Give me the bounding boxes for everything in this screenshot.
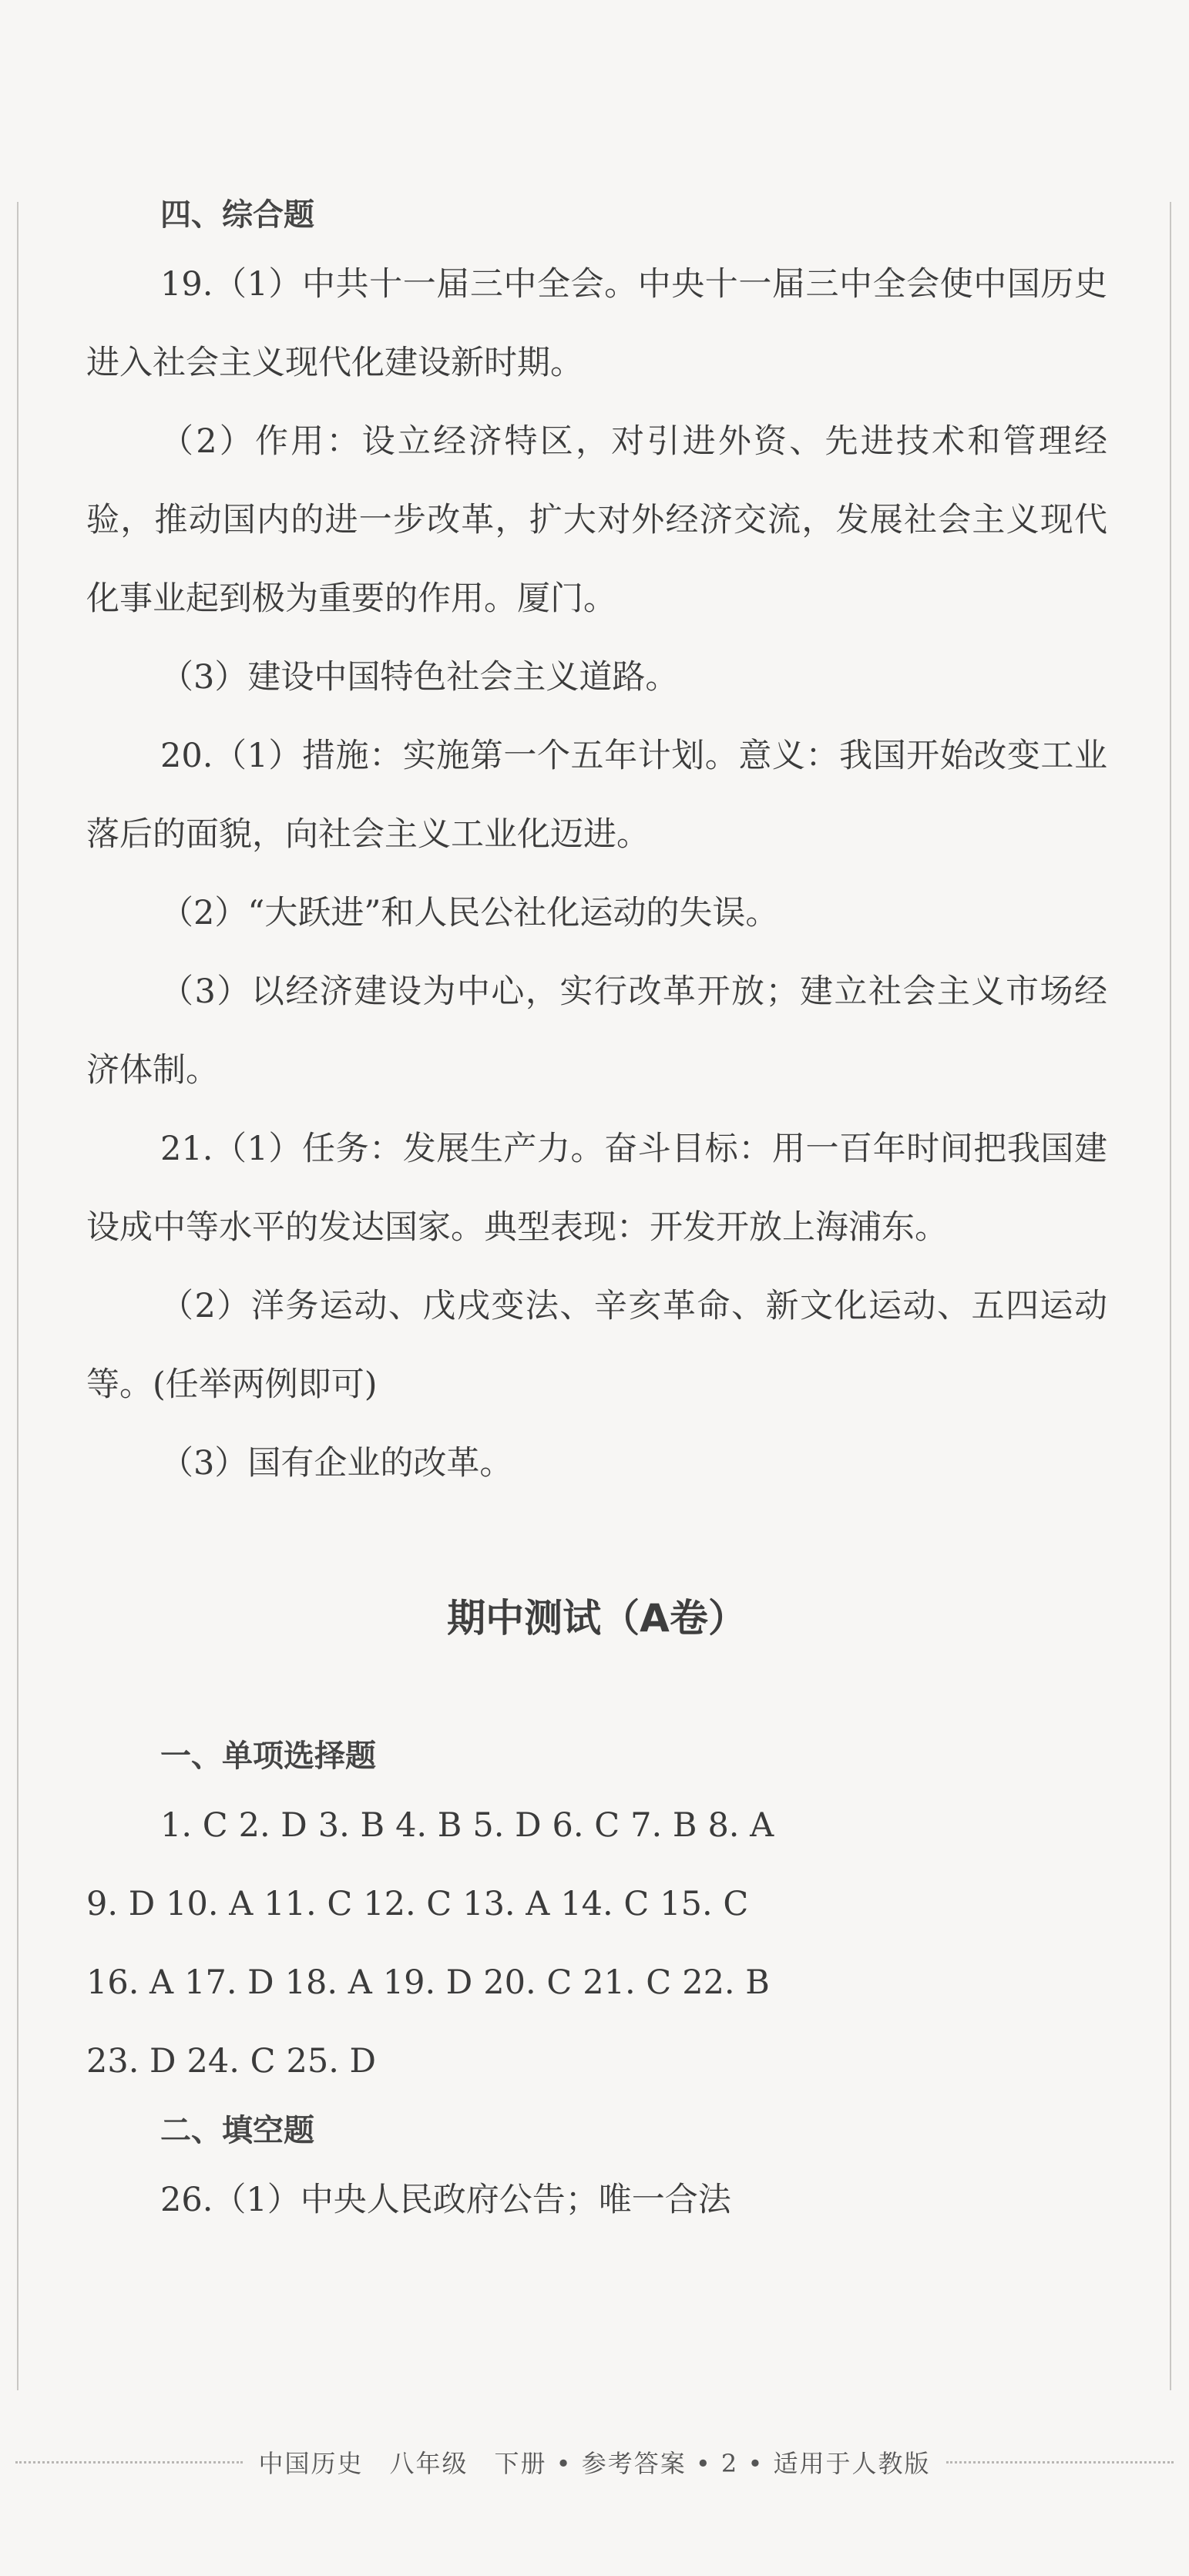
answer-item: 16. A: [86, 1963, 174, 2002]
footer-dotted-rule-right: [946, 2461, 1174, 2463]
right-margin-rule: [1170, 202, 1171, 2390]
answer-row: [86, 1865, 1107, 1943]
answer-item: 10. A: [166, 1885, 254, 1923]
answer-item: 15. C: [660, 1885, 749, 1923]
answer-paragraph: 26.（1）中央人民政府公告；唯一合法: [160, 2181, 731, 2219]
section-heading-fill-blank: 二、填空题: [160, 2113, 314, 2148]
answer-item: 19. D: [382, 1963, 473, 2002]
answer-item: 17. D: [184, 1963, 274, 2002]
answer-item: 25. D: [286, 2042, 377, 2081]
fill-blank-answers: [86, 2161, 1107, 2239]
answer-item: 8. A: [707, 1806, 774, 1845]
answer-paragraph: （3）建设中国特色社会主义道路。: [160, 658, 679, 697]
answer-paragraph: 20.（1）措施：实施第一个五年计划。意义：我国开始改变工业落后的面貌，向社会主义工业化迈进。: [86, 737, 1107, 854]
answer-item: 14. C: [560, 1885, 650, 1923]
answer-item: 4. B: [395, 1806, 462, 1845]
answer-item: 7. B: [630, 1806, 697, 1845]
answer-paragraph: （3）国有企业的改革。: [160, 1444, 513, 1483]
footer-text: 中国历史 八年级 下册 • 参考答案 • 2 • 适用于人教版: [258, 2449, 931, 2478]
answer-item: 2. D: [238, 1806, 307, 1845]
answer-item: 22. B: [682, 1963, 770, 2002]
answer-item: 9. D: [86, 1885, 156, 1923]
answer-item: 11. C: [264, 1885, 353, 1923]
answer-item: 20. C: [483, 1963, 573, 2002]
comprehensive-answers: [86, 245, 1107, 1503]
footer-dotted-rule-left: [15, 2461, 243, 2463]
answer-item: 18. A: [284, 1963, 372, 2002]
answer-paragraph: （2）“大跃进”和人民公社化运动的失误。: [160, 894, 779, 932]
midterm-title: 期中测试（A卷）: [447, 1596, 747, 1641]
answer-paragraph: 19.（1）中共十一届三中全会。中央十一届三中全会使中国历史进入社会主义现代化建设新时期。: [86, 265, 1107, 382]
section-heading-comprehensive: 四、综合题: [160, 197, 314, 233]
answer-item: 3. B: [317, 1806, 385, 1845]
answer-row: [86, 1943, 1107, 2022]
answer-item: 6. C: [552, 1806, 620, 1845]
answer-item: 12. C: [363, 1885, 452, 1923]
section-heading-multiple-choice: 一、单项选择题: [160, 1738, 376, 1774]
answer-item: 24. C: [186, 2042, 276, 2081]
page-content: [86, 185, 1107, 2239]
multiple-choice-answers: [86, 1786, 1107, 2101]
page-footer: [0, 2439, 1189, 2485]
answer-item: 13. A: [462, 1885, 550, 1923]
answer-item: 23. D: [86, 2042, 176, 2081]
left-margin-rule: [17, 202, 18, 2390]
answer-row: [86, 1786, 1107, 1865]
answer-paragraph: （2）洋务运动、戊戌变法、辛亥革命、新文化运动、五四运动等。(任举两例即可): [86, 1287, 1107, 1404]
answer-item: 5. D: [472, 1806, 542, 1845]
answer-paragraph: （3）以经济建设为中心，实行改革开放；建立社会主义市场经济体制。: [86, 972, 1107, 1090]
answer-row: [86, 2022, 1107, 2101]
answer-paragraph: （2）作用：设立经济特区，对引进外资、先进技术和管理经验，推动国内的进一步改革，扩大对外经济交流，发展社会主义现代化事业起到极为重要的作用。厦门。: [86, 422, 1107, 618]
answer-item: 1. C: [160, 1806, 228, 1845]
answer-paragraph: 21.（1）任务：发展生产力。奋斗目标：用一百年时间把我国建设成中等水平的发达国家。典型表现：开发开放上海浦东。: [86, 1130, 1107, 1247]
answer-item: 21. C: [583, 1963, 672, 2002]
